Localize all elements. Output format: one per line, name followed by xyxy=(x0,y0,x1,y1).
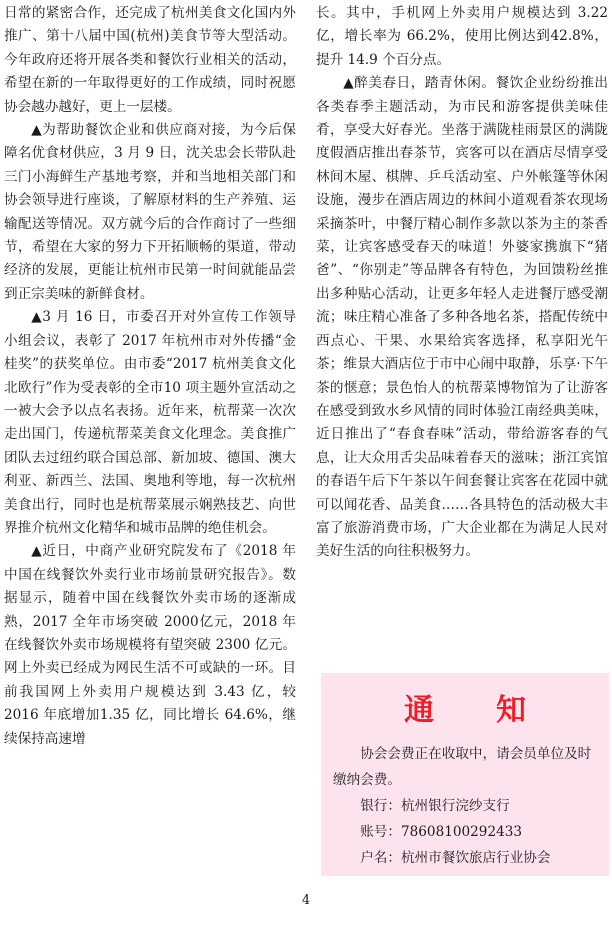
left-column xyxy=(4,2,296,751)
notice-title: 通知 xyxy=(404,693,588,728)
paragraph-cooperation: 日常的紧密合作，还完成了杭州美食文化国内外推广、第十八届中国(杭州)美食节等大型活动。今年政府还将开展各类和餐饮行业相关的活动，希望在新的一年取得更好的工作成绩，同时祝愿协会越办越好，更上一层楼。 xyxy=(4,5,296,115)
paragraph-takeout-report-cont: 长。其中，手机网上外卖用户规模达到 3.22亿，增长率为 66.2%，使用比例达到42.8%，提升 14.9 个百分点。 xyxy=(316,5,608,68)
paragraph-golden-osmanthus-award: ▲3 月 16 日，市委召开对外宣传工作领导小组会议，表彰了 2017 年杭州市对外传播“金桂奖”的获奖单位。由市委“2017 杭州美食文化北欧行”作为受表彰的全市10 项主题外宣活动之一被大会予以点名表扬。近年来，杭帮菜一次次走出国门，传递杭帮菜美食文化理念。美食推广团队去过纽约联合国总部、新加坡、德国、澳大利亚、新西兰、法国、奥地利等地，每一次杭州美食出行，同时也是杭帮菜展示娴熟技艺、向世界推介杭州文化精华和城市品牌的绝佳机会。 xyxy=(4,309,296,536)
notice-bank: 银行：杭州银行浣纱支行 xyxy=(360,798,510,814)
paragraph-takeout-report: ▲近日，中商产业研究院发布了《2018 年中国在线餐饮外卖行业市场前景研究报告》。数据显示，随着中国在线餐饮外卖市场的逐渐成熟，2017 全年市场突破 2000亿元，2018 年在线餐饮外卖市场规模将有望突破 2300 亿元。网上外卖已经成为网民生活不可或缺的一环。目前我国网上外卖用户规模达到 3.43 亿，较 2016 年底增加1.35 亿，同比增长 64.6%，继续保持高速增 xyxy=(4,543,296,747)
paragraph-sanmen-visit: ▲为帮助餐饮企业和供应商对接，为今后保障名优食材供应，3 月 9 日，沈关忠会长带队赴三门小海鲜生产基地考察，并和当地相关部门和协会领导进行座谈，了解原材料的生产养殖、运输配送等情况。双方就今后的合作商讨了一些细节，希望在大家的努力下开拓顺畅的渠道，带动经济的发展，更能让杭州市民第一时间就能品尝到正宗美味的新鲜食材。 xyxy=(4,122,296,302)
paragraph-spring-activities: ▲醉美春日，踏青休闲。餐饮企业纷纷推出各类春季主题活动，为市民和游客提供美味佳肴，享受大好春光。坐落于满陇桂雨景区的满陇度假酒店推出春茶节，宾客可以在酒店尽情享受林间木屋、棋牌、乒乓活动室、户外帐篷等休闲设施，漫步在酒店周边的林间小道观看茶农现场采摘茶叶，中餐厅精心制作多款以茶为主的茶香菜，让宾客感受春天的味道！外婆家携旗下“猪爸”、“你别走”等品牌各有特色，为回馈粉丝推出多种贴心活动，让更多年轻人走进餐厅感受潮流；味庄精心准备了多种各地名茶，搭配传统中西点心、干果、水果给宾客选择，私享阳光午茶；维景大酒店位于市中心闹中取静，乐享·下午茶的惬意；景色怡人的杭帮菜博物馆为了让游客在感受到致水乡风情的同时体验江南经典美味，近日推出了“春食春味”活动，带给游客春的气息，让大众用舌尖品味着春天的滋味；浙江宾馆的春语午后下午茶以午间套餐让宾客在花园中就可以闻花香、品美食……各具特色的活动极大丰富了旅游消费市场，广大企业都在为满足人民对美好生活的向往积极努力。 xyxy=(316,75,608,560)
notice-box xyxy=(321,673,609,876)
page-number: 4 xyxy=(301,893,311,908)
notice-account: 账号：78608100292433 xyxy=(360,824,523,840)
notice-body xyxy=(333,741,599,871)
notice-account-name: 户名：杭州市餐饮旅店行业协会 xyxy=(360,850,551,866)
notice-text: 协会会费正在收取中，请会员单位及时缴纳会费。 xyxy=(333,746,592,788)
right-column xyxy=(316,2,608,564)
